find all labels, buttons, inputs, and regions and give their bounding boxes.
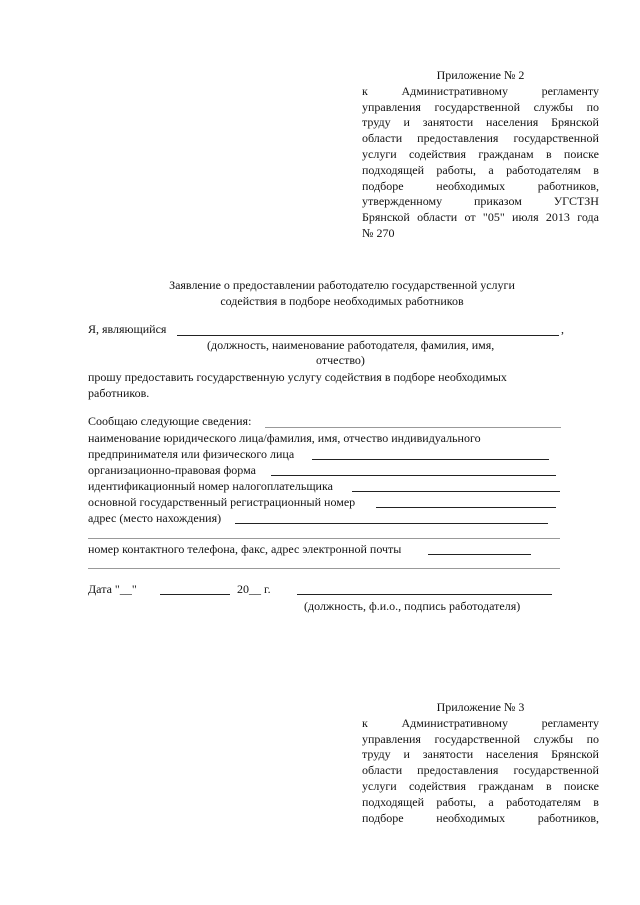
appendix-2-word: по: [586, 99, 599, 114]
appendix-2-word: области: [417, 210, 458, 225]
appendix-2-word: "05": [482, 210, 505, 225]
request-line-2: работников.: [88, 386, 150, 400]
inn-field-line[interactable]: [352, 491, 560, 492]
form-title-line-2: содействия в подборе необходимых работников: [220, 294, 464, 308]
appendix-2-word: управления: [362, 99, 421, 114]
appendix-3-word: занятости: [422, 747, 474, 762]
ogrn-label: основной государственный регистрационный номер: [88, 495, 356, 509]
appendix-3-word: гражданам: [478, 778, 534, 793]
appendix-2-word: содействия: [408, 146, 466, 161]
appendix-2-word: Административному: [401, 83, 508, 98]
appendix-2-line: [362, 163, 599, 179]
separator-line-2: [88, 568, 560, 569]
appendix-2-word: года: [577, 210, 599, 225]
appendix-2-word: УГСТЗН: [553, 194, 599, 209]
appendix-3-line: [362, 763, 599, 779]
appendix-2-word: Брянской: [362, 210, 410, 225]
org-form-label: организационно-правовая форма: [88, 463, 256, 477]
appendix-2-word: необходимых: [436, 178, 506, 193]
year-label: 20__ г.: [237, 582, 271, 596]
appendix-3-word: службы: [533, 731, 574, 746]
appendix-2-word: в: [593, 162, 599, 177]
appendix-3-word: подборе: [362, 810, 404, 825]
appendix-2-word: Брянской: [551, 115, 599, 130]
appendix-2-line: [362, 194, 599, 210]
appendix-2-line: [362, 147, 599, 163]
comma: ,: [561, 322, 564, 336]
appendix-3-word: в: [593, 794, 599, 809]
appendix-3-word: подходящей: [362, 794, 424, 809]
applicant-hint-1: (должность, наименование работодателя, фамилия, имя,: [207, 338, 495, 352]
appendix-2-line: [362, 210, 599, 226]
appendix-3-word: регламенту: [541, 715, 599, 730]
appendix-3-line: [362, 795, 599, 811]
appendix-2-word: июля: [512, 210, 539, 225]
appendix-3-word: работы,: [436, 794, 476, 809]
appendix-2-word: а: [488, 162, 494, 177]
appendix-3-word: управления: [362, 731, 421, 746]
appendix-3-line: [362, 747, 599, 763]
appendix-2-word: поиске: [563, 146, 599, 161]
appendix-3-text: [362, 716, 599, 827]
appendix-2-word: и: [403, 115, 410, 130]
appendix-2-line: [362, 131, 599, 147]
appendix-3-header: [362, 700, 599, 826]
appendix-3-word: области: [362, 763, 403, 778]
appendix-3-word: в: [545, 778, 552, 793]
ya-label: Я, являющийся: [88, 322, 167, 336]
appendix-3-word: труду: [362, 747, 391, 762]
appendix-3-word: по: [586, 731, 599, 746]
appendix-2-word: гражданам: [478, 146, 534, 161]
appendix-3-line: [362, 811, 599, 827]
contacts-label: номер контактного телефона, факс, адрес электронной почты: [88, 542, 402, 556]
appendix-2-word: работников,: [537, 178, 599, 193]
appendix-3-word: к: [362, 715, 368, 730]
appendix-2-word: труду: [362, 115, 391, 130]
applicant-hint-2: отчество): [316, 353, 365, 367]
appendix-2-word: утвержденному: [362, 194, 443, 209]
ogrn-field-line[interactable]: [376, 507, 556, 508]
form-title-line-1: Заявление о предоставлении работодателю государственной услуги: [169, 278, 515, 292]
appendix-2-word: населения: [486, 115, 539, 130]
appendix-2-word: предоставления: [417, 131, 499, 146]
appendix-3-word: работодателям: [506, 794, 581, 809]
address-label: адрес (место нахождения): [88, 511, 222, 525]
appendix-2-word: занятости: [422, 115, 474, 130]
appendix-3-word: работников,: [537, 810, 599, 825]
appendix-3-line: [362, 732, 599, 748]
applicant-line[interactable]: [177, 335, 559, 336]
appendix-3-word: населения: [486, 747, 539, 762]
appendix-3-word: предоставления: [417, 763, 499, 778]
appendix-2-line: [362, 115, 599, 131]
appendix-2-word: подходящей: [362, 162, 424, 177]
address-field-line[interactable]: [235, 523, 548, 524]
appendix-2-word: услуги: [362, 146, 397, 161]
appendix-3-word: а: [488, 794, 494, 809]
appendix-2-word: от: [464, 210, 476, 225]
appendix-3-word: государственной: [434, 731, 521, 746]
appendix-3-word: поиске: [563, 778, 599, 793]
appendix-2-word: службы: [533, 99, 574, 114]
appendix-2-word: работодателям: [506, 162, 581, 177]
appendix-2-word: к: [362, 83, 368, 98]
name-label-1: наименование юридического лица/фамилия, имя, отчество индивидуального: [88, 431, 481, 445]
appendix-2-word: приказом: [473, 194, 522, 209]
signature-line[interactable]: [297, 594, 552, 595]
appendix-2-line: [362, 84, 599, 100]
appendix-2-title: Приложение № 2: [436, 68, 525, 82]
date-label: Дата "__": [88, 582, 137, 596]
appendix-2-word: подборе: [362, 178, 404, 193]
appendix-2-word: 2013: [545, 210, 570, 225]
appendix-3-title: Приложение № 3: [436, 700, 525, 714]
appendix-3-word: Административному: [401, 715, 508, 730]
appendix-2-text: [362, 84, 599, 226]
appendix-3-word: Брянской: [551, 747, 599, 762]
name-field-line[interactable]: [312, 459, 549, 460]
appendix-2-order-number: № 270: [362, 225, 395, 240]
signature-hint: (должность, ф.и.о., подпись работодателя): [304, 599, 521, 613]
appendix-2-line: [362, 100, 599, 116]
appendix-2-word: области: [362, 131, 403, 146]
appendix-3-word: услуги: [362, 778, 397, 793]
request-line-1: прошу предоставить государственную услугу содействия в подборе необходимых: [88, 370, 507, 384]
contacts-field-line[interactable]: [428, 554, 531, 555]
appendix-2-word: в: [545, 146, 552, 161]
appendix-3-line: [362, 716, 599, 732]
info-label: Сообщаю следующие сведения:: [88, 414, 252, 428]
appendix-3-word: содействия: [408, 778, 466, 793]
appendix-2-word: государственной: [434, 99, 521, 114]
inn-label: идентификационный номер налогоплательщика: [88, 479, 333, 493]
appendix-2-header: [362, 68, 599, 242]
appendix-2-word: регламенту: [541, 83, 599, 98]
org-form-field-line[interactable]: [271, 475, 556, 476]
appendix-3-word: и: [403, 747, 410, 762]
appendix-2-word: государственной: [513, 131, 599, 146]
appendix-3-word: государственной: [513, 763, 599, 778]
appendix-2-word: работы,: [436, 162, 476, 177]
appendix-3-line: [362, 779, 599, 795]
date-month-line[interactable]: [160, 594, 230, 595]
appendix-3-word: необходимых: [436, 810, 506, 825]
name-label-2: предпринимателя или физического лица: [88, 447, 295, 461]
separator-line-1: [88, 538, 560, 539]
appendix-2-line: [362, 179, 599, 195]
info-line[interactable]: [265, 427, 561, 428]
